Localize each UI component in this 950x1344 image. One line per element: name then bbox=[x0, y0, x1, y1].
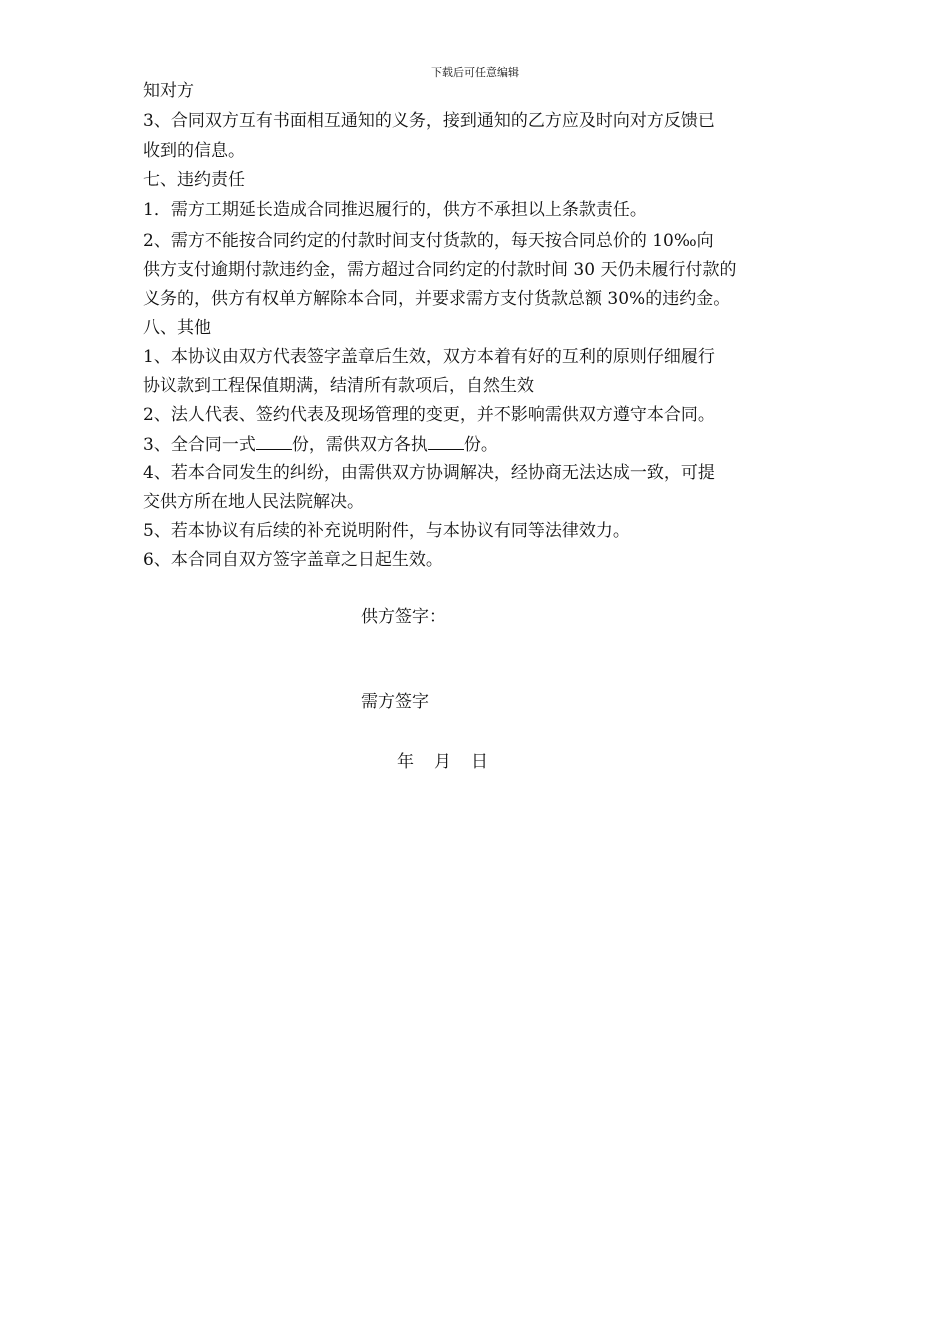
text-line: 收到的信息。 bbox=[143, 141, 245, 161]
text-line: 协议款到工程保值期满，结清所有款项后，自然生效 bbox=[143, 376, 534, 396]
section-heading-breach: 七、违约责任 bbox=[143, 170, 245, 190]
signature-date bbox=[397, 751, 488, 773]
date-year-label: 年 bbox=[397, 752, 414, 772]
date-day-label: 日 bbox=[471, 752, 488, 772]
text-line: 6、本合同自双方签字盖章之日起生效。 bbox=[143, 550, 443, 570]
clause-3-line bbox=[143, 433, 498, 456]
text-line: 1、本协议由双方代表签字盖章后生效，双方本着有好的互利的原则仔细履行 bbox=[143, 347, 715, 367]
date-month-label: 月 bbox=[434, 752, 451, 772]
text-line: 5、若本协议有后续的补充说明附件，与本协议有同等法律效力。 bbox=[143, 521, 630, 541]
copies-each-blank[interactable] bbox=[428, 433, 464, 450]
page-header-note: 下载后可任意编辑 bbox=[431, 66, 519, 79]
text-line: 3、合同双方互有书面相互通知的义务，接到通知的乙方应及时向对方反馈已 bbox=[143, 111, 715, 131]
supplier-signature-label: 供方签字： bbox=[361, 607, 446, 627]
clause-3-part1: 3、全合同一式 bbox=[143, 435, 256, 455]
text-line: 2、法人代表、签约代表及现场管理的变更，并不影响需供双方遵守本合同。 bbox=[143, 405, 715, 425]
text-line: 知对方 bbox=[143, 81, 194, 101]
text-line: 2、需方不能按合同约定的付款时间支付货款的，每天按合同总价的 10‰向 bbox=[143, 231, 714, 251]
section-heading-other: 八、其他 bbox=[143, 318, 211, 338]
text-line: 4、若本合同发生的纠纷，由需供双方协调解决，经协商无法达成一致，可提 bbox=[143, 463, 715, 483]
copies-total-blank[interactable] bbox=[256, 433, 292, 450]
text-line: 1．需方工期延长造成合同推迟履行的，供方不承担以上条款责任。 bbox=[143, 200, 647, 220]
text-line: 交供方所在地人民法院解决。 bbox=[143, 492, 364, 512]
text-line: 供方支付逾期付款违约金，需方超过合同约定的付款时间 30 天仍未履行付款的 bbox=[143, 260, 737, 280]
text-line: 义务的，供方有权单方解除本合同，并要求需方支付货款总额 30%的违约金。 bbox=[143, 289, 731, 309]
clause-3-part2: 份，需供双方各执 bbox=[291, 435, 428, 455]
buyer-signature-label: 需方签字 bbox=[361, 692, 429, 712]
clause-3-part3: 份。 bbox=[463, 435, 498, 455]
